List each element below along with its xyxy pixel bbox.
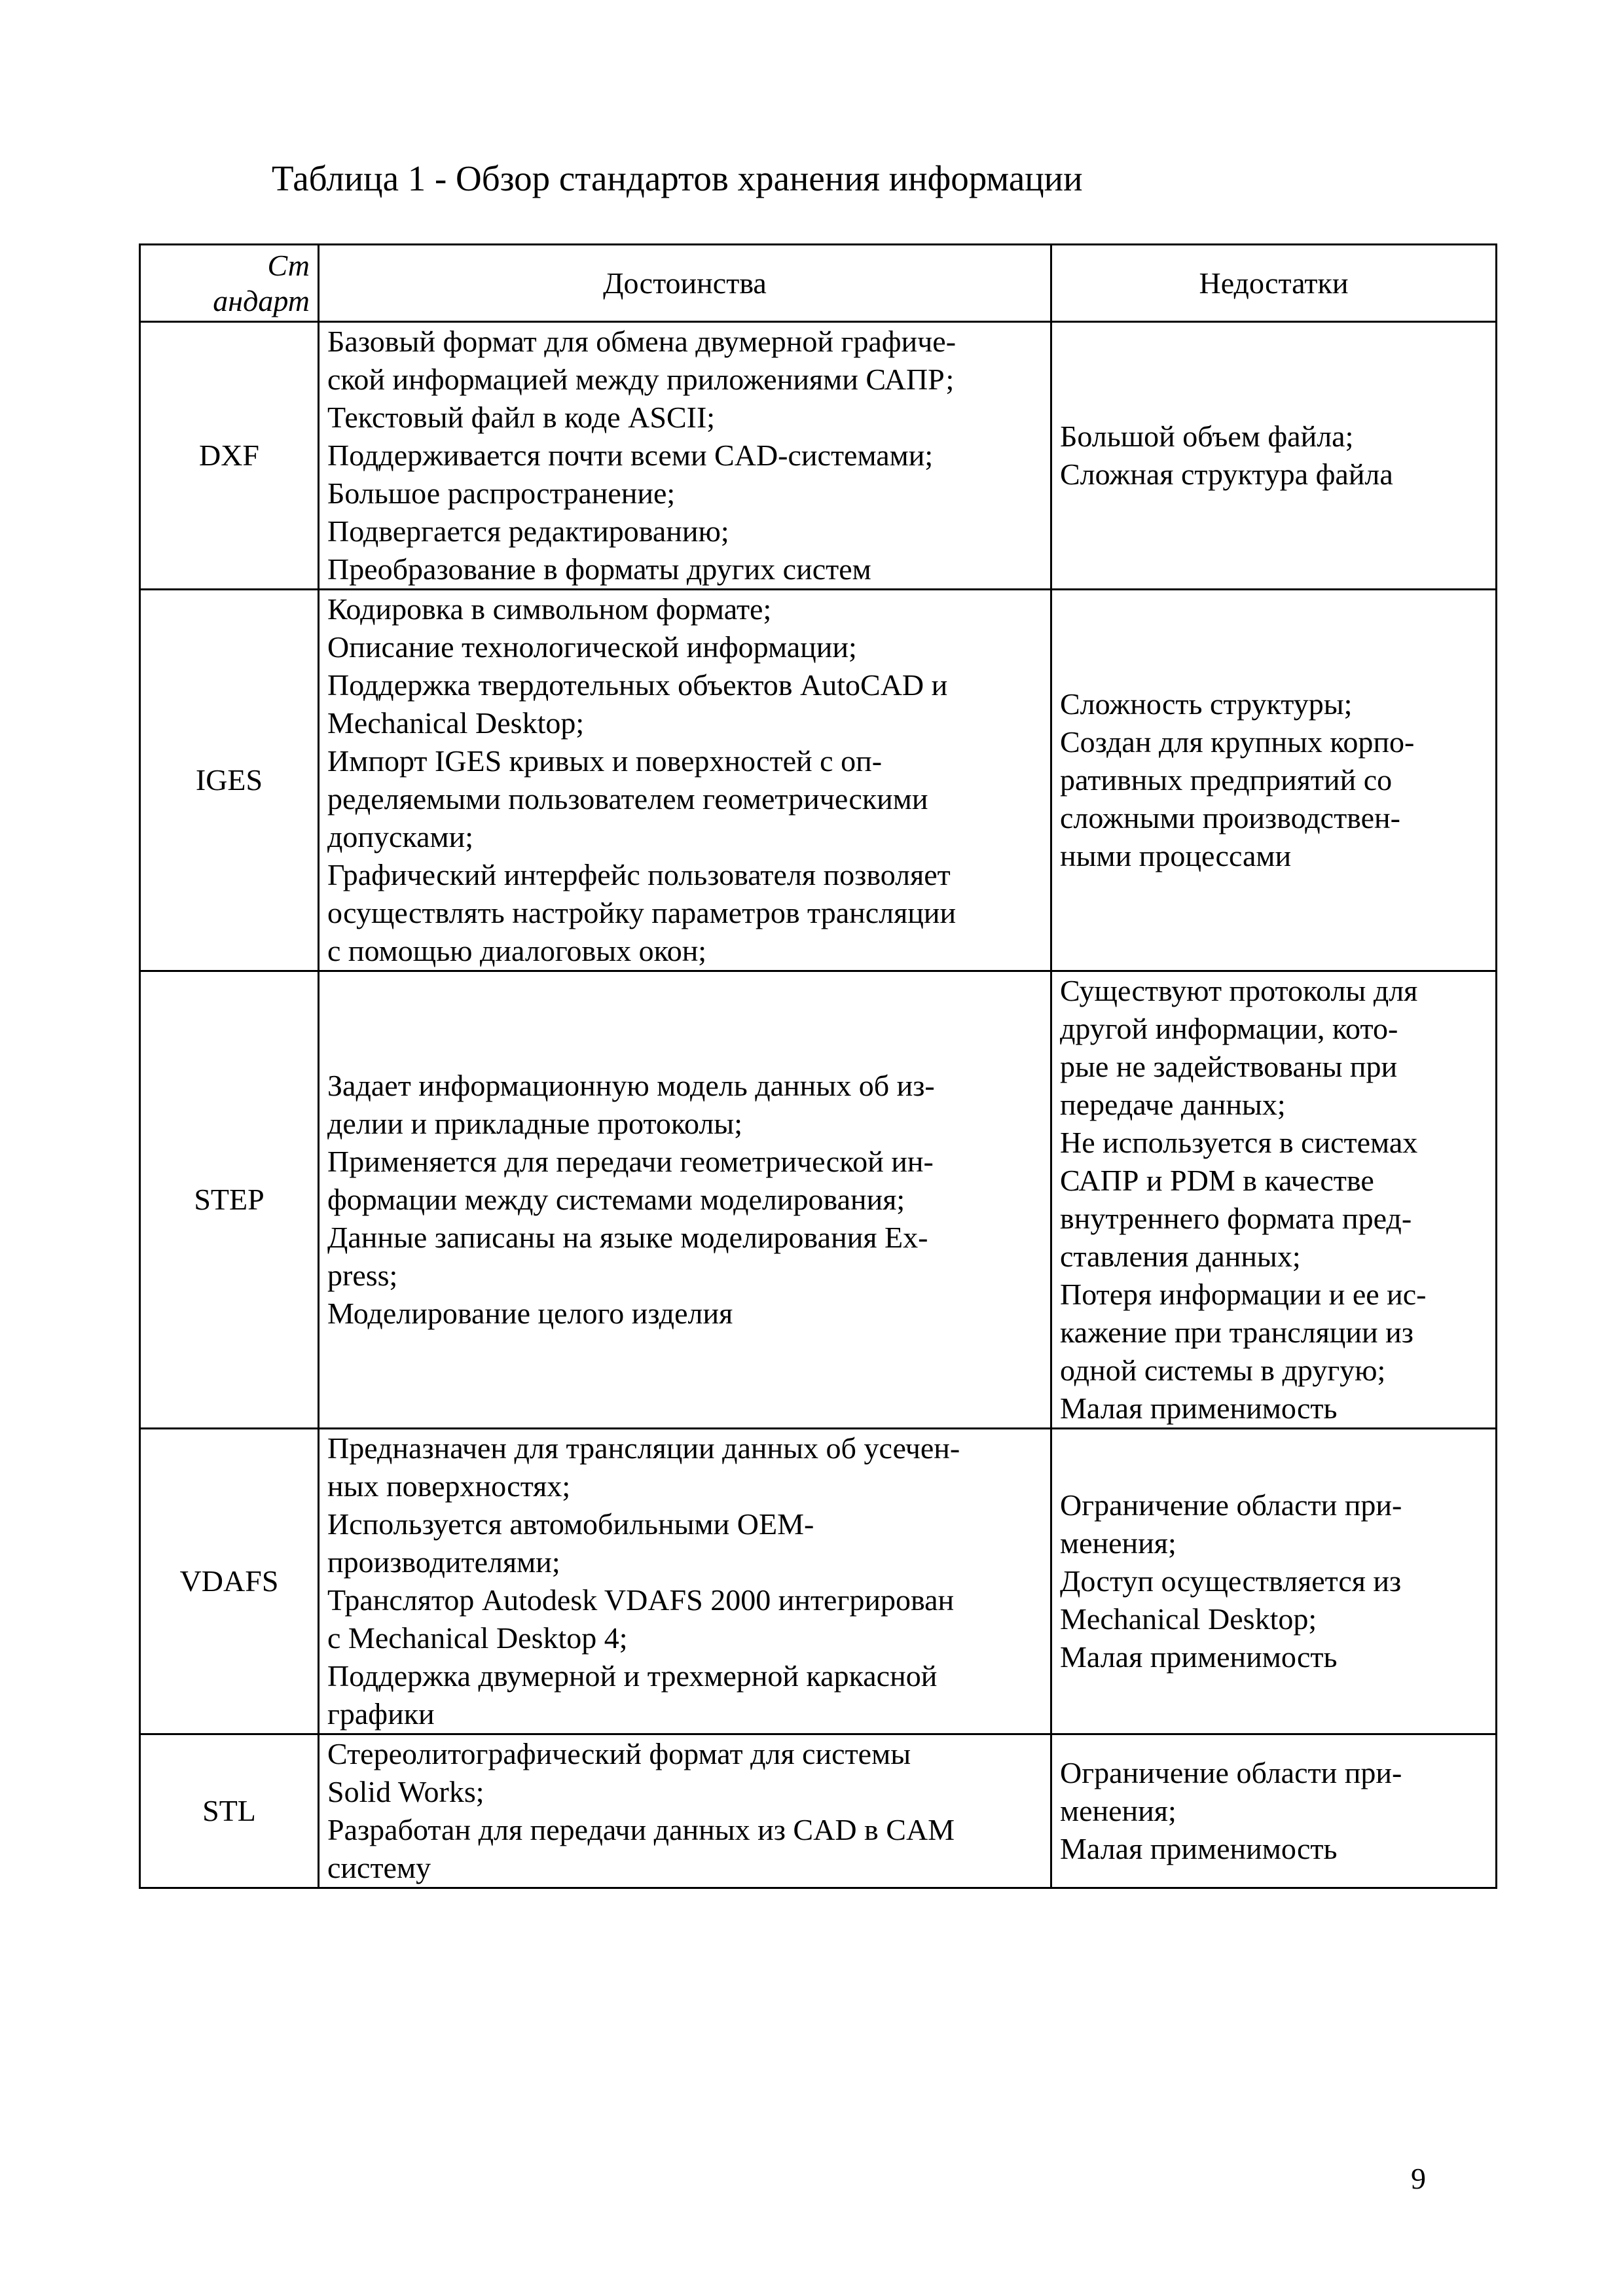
standard-name: DXF (140, 322, 319, 590)
disadvantages-cell: Сложность структуры; Создан для крупных корпо- ративных предприятий со сложными производствен- ными процессами (1051, 590, 1497, 971)
standards-table (139, 243, 1497, 1889)
disadvantages-cell: Ограничение области при- менения; Доступ осуществляется из Mechanical Desktop; Малая применимость (1051, 1429, 1497, 1734)
advantages-cell: Стереолитографический формат для системы Solid Works; Разработан для передачи данных из CAD в CAM систему (319, 1734, 1051, 1888)
standard-name: STEP (140, 971, 319, 1429)
table-row (140, 1734, 1497, 1888)
header-disadvantages: Недостатки (1051, 245, 1497, 322)
standard-name: VDAFS (140, 1429, 319, 1734)
table-row (140, 1429, 1497, 1734)
header-row (140, 245, 1497, 322)
disadvantages-cell: Большой объем файла; Сложная структура файла (1051, 322, 1497, 590)
advantages-cell: Предназначен для трансляции данных об усечен- ных поверхностях; Используется автомобильными OEM- производителями; Транслятор Autodesk VDAFS 2000 интегрирован с Mechanical Desktop 4; Поддержка двумерной и трехмерной каркасной графики (319, 1429, 1051, 1734)
table-caption: Таблица 1 - Обзор стандартов хранения информации (272, 158, 1083, 198)
disadvantages-cell: Существуют протоколы для другой информации, кото- рые не задействованы при передаче данных; Не используется в системах САПР и PDM в качестве внутреннего формата пред- ставления данных; Потеря информации и ее ис- кажение при трансляции из одной системы в другую; Малая применимость (1051, 971, 1497, 1429)
standard-name: IGES (140, 590, 319, 971)
disadvantages-cell: Ограничение области при- менения; Малая применимость (1051, 1734, 1497, 1888)
table-row (140, 971, 1497, 1429)
header-standard: Ст андарт (140, 245, 319, 322)
advantages-cell: Базовый формат для обмена двумерной графиче- ской информацией между приложениями САПР; Текстовый файл в коде ASCII; Поддерживается почти всеми CAD-системами; Большое распространение; Подвергается редактированию; Преобразование в форматы других систем (319, 322, 1051, 590)
table-row (140, 322, 1497, 590)
header-advantages: Достоинства (319, 245, 1051, 322)
table-row (140, 590, 1497, 971)
advantages-cell: Кодировка в символьном формате; Описание технологической информации; Поддержка твердотельных объектов AutoCAD и Mechanical Desktop; Импорт IGES кривых и поверхностей с оп- ределяемыми пользователем геометрическими допусками; Графический интерфейс пользователя позволяет осуществлять настройку параметров трансляции с помощью диалоговых окон; (319, 590, 1051, 971)
standard-name: STL (140, 1734, 319, 1888)
advantages-cell: Задает информационную модель данных об из- делии и прикладные протоколы; Применяется для передачи геометрической ин- формации между системами моделирования; Данные записаны на языке моделирования Ex- press; Моделирование целого изделия (319, 971, 1051, 1429)
page-number: 9 (1411, 2162, 1426, 2195)
